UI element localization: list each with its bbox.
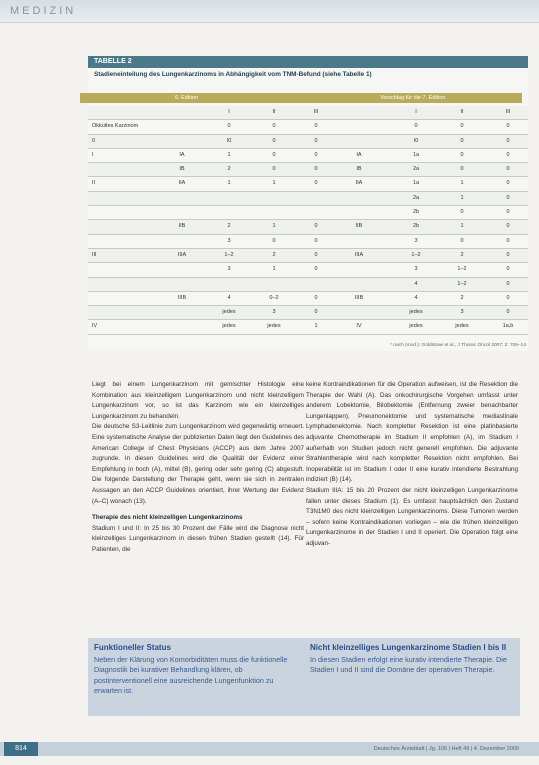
left-column	[92, 380, 304, 556]
journal-reference: Deutsches Ärzteblatt | Jg. 106 | Heft 49 | 4. Dezember 2009	[373, 746, 519, 752]
table-cell: 0	[314, 223, 318, 230]
table-cell: 3	[460, 309, 464, 316]
table-cell	[341, 120, 377, 133]
table-row	[88, 135, 528, 149]
table-cell: IIA	[178, 180, 186, 187]
table-cell: 1	[227, 151, 231, 158]
table-cell: 0	[314, 180, 318, 187]
table-cell: 0	[314, 309, 318, 316]
table-row	[88, 149, 528, 163]
table-header-cell	[341, 106, 377, 119]
table-cell: 0	[460, 123, 464, 130]
group-left-label: 6. Edition	[175, 95, 198, 101]
table-cell	[164, 263, 200, 276]
table-cell: 0	[92, 137, 96, 144]
table-row	[88, 249, 528, 263]
table-cell: jedes	[267, 323, 281, 330]
table-cell: IIIA	[177, 251, 187, 258]
table-header-cell	[92, 106, 162, 119]
table-cell: 0	[506, 294, 510, 301]
table-cell: IIIB	[354, 294, 364, 301]
table-group-header	[80, 93, 522, 103]
table-cell: 0	[506, 209, 510, 216]
table-cell	[341, 135, 377, 148]
callout-functional-status	[88, 638, 304, 716]
callout-title: Funktioneller Status	[94, 643, 171, 652]
table-cell: 2b	[412, 223, 420, 230]
table-cell: 3	[414, 237, 418, 244]
table-row	[88, 177, 528, 191]
table-cell: 0	[314, 137, 318, 144]
table-cell: 1–2	[411, 251, 421, 258]
table-cell: jedes	[409, 323, 423, 330]
table-cell: 0	[506, 194, 510, 201]
table-cell: 1a,b	[502, 323, 514, 330]
table-cell	[92, 306, 162, 319]
table-header-cell	[164, 106, 200, 119]
table-cell	[92, 292, 162, 305]
table-cell: 4	[227, 294, 231, 301]
table-cell	[164, 120, 200, 133]
page-header	[0, 0, 539, 23]
table-cell: Okkultes Karzinom	[92, 123, 139, 130]
table-cell: 4	[414, 280, 418, 287]
table-cell: 0	[272, 137, 276, 144]
table-cell: 2	[460, 251, 464, 258]
table-header-cell: II	[460, 109, 464, 115]
table-header-row	[88, 106, 528, 120]
section-title: MEDIZIN	[10, 5, 77, 17]
table-cell: 1–2	[224, 251, 234, 258]
callout-text: Neben der Klärung von Komorbiditäten muss die funktionelle Diagnostik bei kurativer Behandlung klären, ob postinterventionell eine ausreichende Lungenfunktion zu erwarten ist.	[94, 655, 288, 696]
group-right-label: Vorschlag für die 7. Edition	[380, 95, 446, 101]
table-cell	[298, 278, 334, 291]
table-cell: 0	[506, 309, 510, 316]
table-cell: 0	[506, 166, 510, 173]
table-cell	[211, 278, 247, 291]
table-cell: 0	[227, 123, 231, 130]
table-cell: 1	[460, 194, 464, 201]
table-cell	[164, 278, 200, 291]
table-header-cell: III	[313, 109, 319, 115]
table-caption: Stadieneinteilung des Lungenkarzinoms in Abhängigkeit vom TNM-Befund (siehe Tabelle 1)	[94, 71, 372, 78]
table-cell: 1	[460, 180, 464, 187]
table-footnote: * nach (mod.): Goldstraw et al., J Thorac Oncol 2007; 2: 706–14	[390, 343, 526, 348]
page-footer	[0, 742, 539, 756]
table-header-cell: II	[272, 109, 276, 115]
table-row	[88, 263, 528, 277]
table-cell: 1	[314, 323, 318, 330]
table-cell: 2a	[412, 166, 420, 173]
table-cell: 1a	[412, 151, 420, 158]
table-cell	[341, 192, 377, 205]
table-header-cell: III	[505, 109, 511, 115]
table-cell: II	[92, 180, 96, 187]
table-cell	[298, 206, 334, 219]
table-cell: IIA	[355, 180, 363, 187]
table-cell: 0	[272, 151, 276, 158]
table-cell: III	[92, 251, 97, 258]
table-cell: 0	[506, 151, 510, 158]
table-cell: I	[92, 151, 94, 158]
table-cell	[256, 278, 292, 291]
subheading: Therapie des nicht kleinzelligen Lungenkarzinoms	[92, 514, 243, 522]
table-cell: jedes	[409, 309, 423, 316]
table-cell: 2	[460, 294, 464, 301]
table-cell	[92, 235, 162, 248]
paragraph: Stadium I und II: In 25 bis 30 Prozent der Fälle wird die Diagnose nicht kleinzelliges Lungenkarzinom in diesen frühen Stadien gestellt (14). Für Patienten, die	[92, 524, 304, 553]
table-cell: 2	[272, 251, 276, 258]
callout-title: Nicht kleinzelliges Lungenkarzinome Stadien I bis II	[310, 643, 507, 652]
table-cell	[92, 220, 162, 233]
table-cell: IV	[92, 323, 98, 330]
table-row	[88, 235, 528, 249]
table-cell	[341, 263, 377, 276]
table-cell: jedes	[222, 323, 236, 330]
table-cell	[164, 135, 200, 148]
table-cell: 0	[314, 237, 318, 244]
table-cell	[256, 206, 292, 219]
table-cell: 0	[506, 237, 510, 244]
table-cell: 4	[414, 294, 418, 301]
table-row	[88, 320, 528, 334]
table-cell: 0	[314, 166, 318, 173]
table-cell: 0	[460, 151, 464, 158]
page-number: 814	[4, 742, 38, 756]
table-cell: 0	[414, 123, 418, 130]
table-row	[88, 206, 528, 220]
table-cell: jedes	[222, 309, 236, 316]
table-cell: 1	[272, 223, 276, 230]
table-cell: 0	[314, 151, 318, 158]
table-header-cell: I	[228, 109, 230, 115]
table-cell: 2	[227, 166, 231, 173]
table-cell: 0	[314, 251, 318, 258]
table-cell: 3	[227, 237, 231, 244]
table-cell: IA	[179, 151, 185, 158]
table-cell: 0	[460, 166, 464, 173]
table-cell: IIB	[355, 223, 363, 230]
table-cell: 0	[272, 237, 276, 244]
table-row	[88, 192, 528, 206]
table-row	[88, 292, 528, 306]
table-cell	[164, 320, 200, 333]
table-cell: jedes	[455, 323, 469, 330]
table-cell	[341, 278, 377, 291]
table-cell	[92, 278, 162, 291]
table-cell: 0	[506, 223, 510, 230]
table-cell: 3	[227, 266, 231, 273]
table-cell: 1	[272, 266, 276, 273]
stage-table	[88, 106, 528, 335]
table-cell: IIIA	[354, 251, 364, 258]
table-row	[88, 120, 528, 134]
right-column	[306, 380, 518, 550]
table-cell	[341, 206, 377, 219]
table-cell	[164, 306, 200, 319]
table-cell: 3	[414, 266, 418, 273]
table-cell: IIB	[178, 223, 186, 230]
table-cell: 0	[460, 137, 464, 144]
table-cell: IIIB	[177, 294, 187, 301]
table-cell: IV	[356, 323, 362, 330]
paragraph: Stadium IIIA: 15 bis 20 Prozent der nicht kleinzelligen Lungenkarzinome fallen unter dieses Stadium (1). Es umfasst hauptsächlich den Zustand T3N1M0 des nicht kleinzelligen Lungenkarzinoms. Diese Tumoren werden – sofern keine Kontraindikationen vorliegen – wie die frühen kleinzelligen Lungenkarzinome in der Stadien I und II operiert. Die Operation folgt eine adjuvan-	[306, 486, 518, 547]
table-cell: 2a	[412, 194, 420, 201]
table-cell: 0–2	[269, 294, 279, 301]
table-cell: IB	[179, 166, 185, 173]
table-cell: 0	[506, 137, 510, 144]
table-cell: 2	[227, 223, 231, 230]
table-cell: 0	[506, 266, 510, 273]
table-row	[88, 306, 528, 320]
table-cell	[92, 263, 162, 276]
table-header-cell: I	[415, 109, 417, 115]
table-cell: 0	[460, 237, 464, 244]
table-cell	[298, 192, 334, 205]
table-cell: I0	[226, 137, 232, 144]
table-cell: 0	[506, 180, 510, 187]
paragraph: Liegt bei einem Lungenkarzinom mit gemischter Histologie eine Kombination aus kleinzelligem Lungenkarzinom und nicht kleinzelligem Lungenkarzinom vor, so ist das Karzinom wie ein kleinzelliges Lungenkarzinom zu behandeln.	[92, 381, 304, 420]
table-cell: 0	[272, 166, 276, 173]
table-cell: 0	[506, 251, 510, 258]
table-cell: 0	[314, 123, 318, 130]
table-cell: I0	[413, 137, 419, 144]
table-cell: 0	[314, 266, 318, 273]
table-cell: 2b	[412, 209, 420, 216]
table-cell	[341, 306, 377, 319]
table-cell	[164, 206, 200, 219]
table-cell: IA	[356, 151, 362, 158]
table-cell: 0	[506, 123, 510, 130]
table-cell	[92, 192, 162, 205]
table-label: TABELLE 2	[88, 56, 528, 68]
table-cell: 1a	[412, 180, 420, 187]
paragraph: Die deutsche S3-Leitlinie zum Lungenkarzinom wird gegenwärtig erneuert. Eine systematische Analyse der publizierten Daten liegt den Guidelines des American College of Chest Physicians (ACCP) aus dem Jahre 2007 zugrunde. In diesen Guidelines wird die Qualität der Evidenz einer Empfehlung in hoch (A), mittel (B), gering oder sehr gering (C) abgestuft. Die folgende Darstellung der Therapie geht, wenn sie sich in zentralen Aussagen an den ACCP Guidelines orientiert, ihrer Wertung der Evidenz (A–C) wonach (13).	[92, 423, 304, 505]
table-cell	[92, 163, 162, 176]
table-cell: 3	[272, 309, 276, 316]
table-row	[88, 278, 528, 292]
table-cell: 0	[272, 123, 276, 130]
table-cell	[211, 206, 247, 219]
table-row	[88, 163, 528, 177]
paragraph: keine Kontraindikationen für die Operation aufweisen, ist die Resektion die Therapie der Wahl (A). Das onkochirurgische Vorgehen umfasst unter anderem Lobektomie, Bilobektomie (Entfernung zweier benachbarter Lungenlappen), Pneumonektomie und systematische mediastinale Lymphadenektomie. Nach kompletter Resektion ist eine platinbasierte adjuvante Chemotherapie im Stadium II empfohlen (A), im Stadium I außerhalb von Studien jedoch nicht generell empfohlen. Die adjuvante Strahlentherapie wird nach kompletter Resektion nicht empfohlen. Bei Inoperabilität ist im Stadium I oder II eine kurativ intendierte Bestrahlung indiziert (B) (14).	[306, 381, 518, 484]
table-cell	[164, 192, 200, 205]
callout-nsclc-stages	[304, 638, 520, 716]
table-cell: 0	[314, 294, 318, 301]
table-cell: 1	[227, 180, 231, 187]
table-cell	[164, 235, 200, 248]
table-cell	[341, 235, 377, 248]
table-cell	[92, 206, 162, 219]
table-cell	[211, 192, 247, 205]
table-cell: IB	[356, 166, 362, 173]
table-cell	[256, 192, 292, 205]
table-cell: 0	[506, 280, 510, 287]
table-cell: 1–2	[457, 266, 467, 273]
table-cell: 0	[460, 209, 464, 216]
callout-text: In diesen Stadien erfolgt eine kurativ intendierte Therapie. Die Stadien I und II sind die Domäne der operativen Therapie.	[310, 655, 507, 675]
table-cell: 1–2	[457, 280, 467, 287]
table-row	[88, 220, 528, 234]
table-cell: 1	[460, 223, 464, 230]
table-cell: 1	[272, 180, 276, 187]
